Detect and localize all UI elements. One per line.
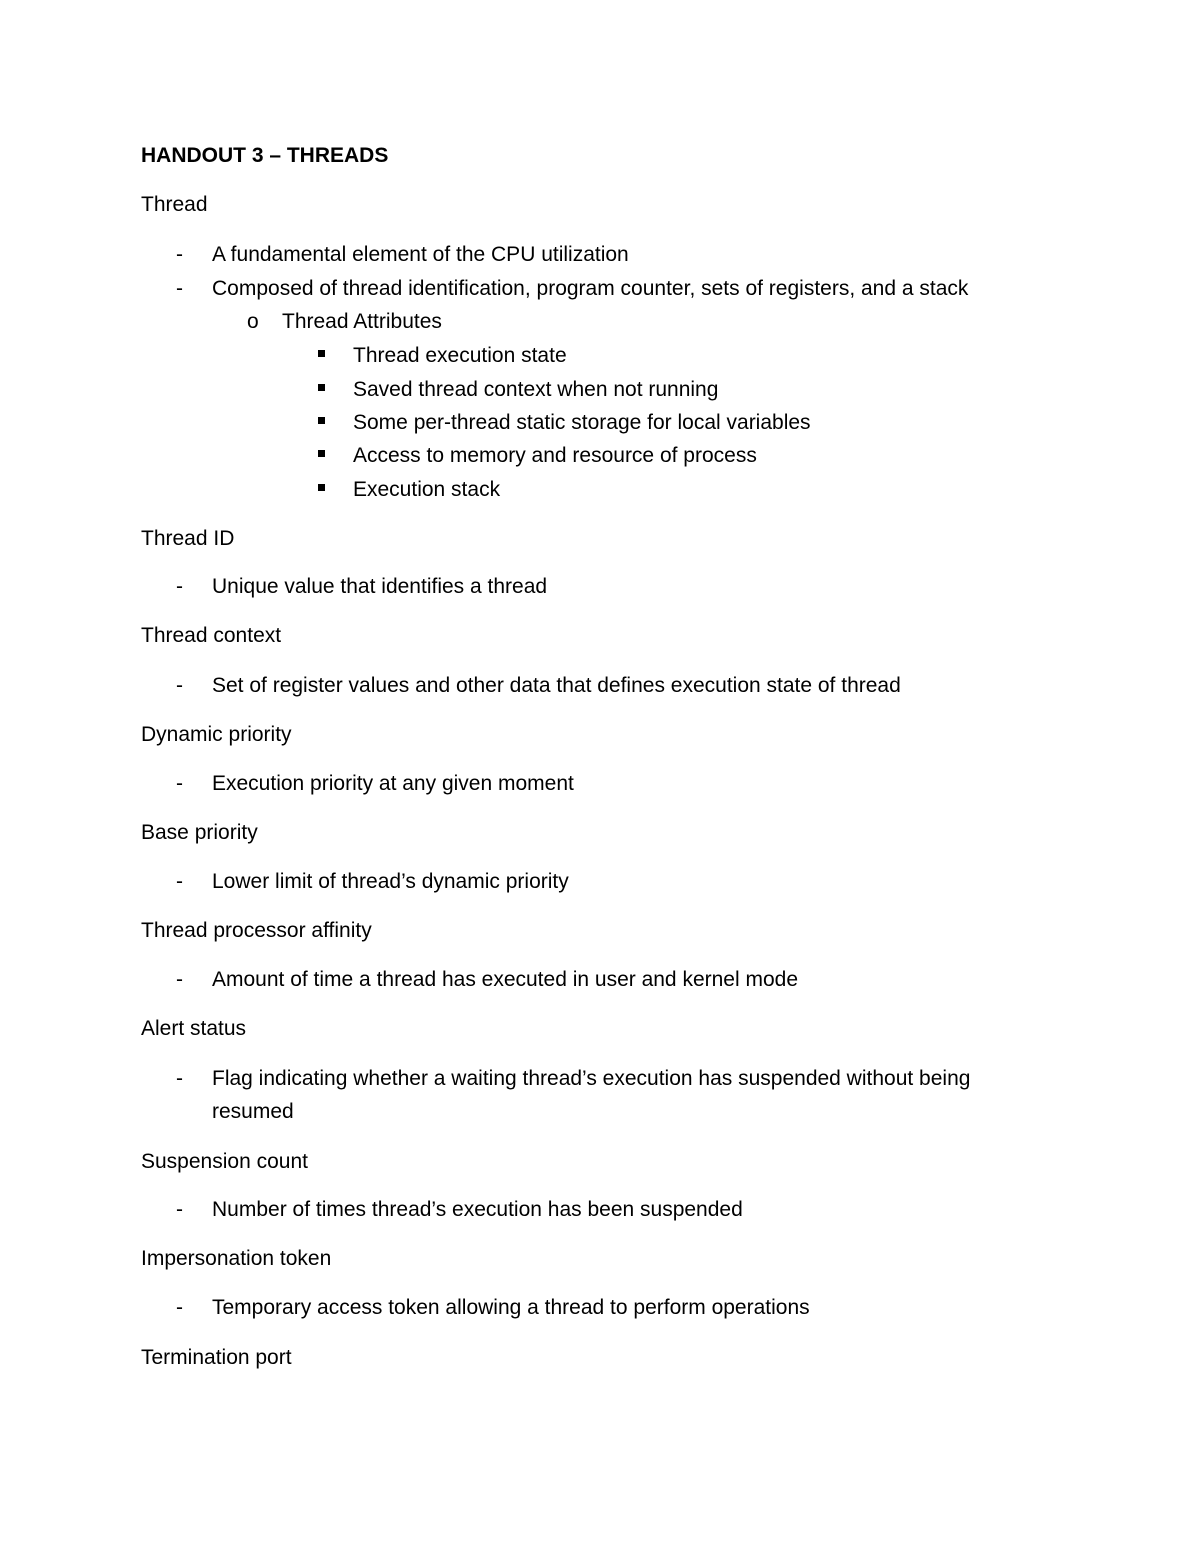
dash-marker: - [176, 870, 183, 893]
square-bullet-icon [318, 484, 325, 491]
dash-marker: - [176, 1067, 183, 1090]
dash-marker: - [176, 674, 183, 697]
document-title: HANDOUT 3 – THREADS [141, 144, 389, 167]
dash-marker: - [176, 575, 183, 598]
section-heading-thread: Thread [141, 193, 208, 216]
section-heading-suspension-count: Suspension count [141, 1150, 308, 1173]
dash-marker: - [176, 1198, 183, 1221]
list-item-text: Flag indicating whether a waiting thread’s execution has suspended without being [212, 1067, 971, 1090]
section-heading-base-priority: Base priority [141, 821, 258, 844]
list-item-text-continuation: resumed [212, 1100, 294, 1123]
section-heading-dynamic-priority: Dynamic priority [141, 723, 292, 746]
dash-marker: - [176, 277, 183, 300]
list-item-text: A fundamental element of the CPU utilization [212, 243, 629, 266]
square-bullet-icon [318, 384, 325, 391]
attribute-text: Saved thread context when not running [353, 378, 719, 401]
list-item-text: Composed of thread identification, program counter, sets of registers, and a stack [212, 277, 969, 300]
list-item-text: Lower limit of thread’s dynamic priority [212, 870, 569, 893]
list-item-text: Set of register values and other data that defines execution state of thread [212, 674, 901, 697]
list-item-text: Unique value that identifies a thread [212, 575, 548, 598]
section-heading-impersonation-token: Impersonation token [141, 1247, 332, 1270]
section-heading-thread-processor-affinity: Thread processor affinity [141, 919, 372, 942]
section-heading-thread-context: Thread context [141, 624, 282, 647]
square-bullet-icon [318, 417, 325, 424]
attribute-text: Access to memory and resource of process [353, 444, 757, 467]
circle-marker: o [247, 310, 259, 333]
attribute-text: Thread execution state [353, 344, 567, 367]
list-item-text: Amount of time a thread has executed in user and kernel mode [212, 968, 799, 991]
list-item-text: Execution priority at any given moment [212, 772, 574, 795]
attribute-text: Execution stack [353, 478, 501, 501]
list-item-text: Number of times thread’s execution has been suspended [212, 1198, 743, 1221]
list-item-text: Temporary access token allowing a thread to perform operations [212, 1296, 810, 1319]
section-heading-termination-port: Termination port [141, 1346, 292, 1369]
dash-marker: - [176, 772, 183, 795]
dash-marker: - [176, 968, 183, 991]
dash-marker: - [176, 243, 183, 266]
square-bullet-icon [318, 450, 325, 457]
sub-heading-thread-attributes: Thread Attributes [282, 310, 442, 333]
section-heading-thread-id: Thread ID [141, 527, 235, 550]
attribute-text: Some per-thread static storage for local variables [353, 411, 811, 434]
dash-marker: - [176, 1296, 183, 1319]
section-heading-alert-status: Alert status [141, 1017, 247, 1040]
square-bullet-icon [318, 350, 325, 357]
